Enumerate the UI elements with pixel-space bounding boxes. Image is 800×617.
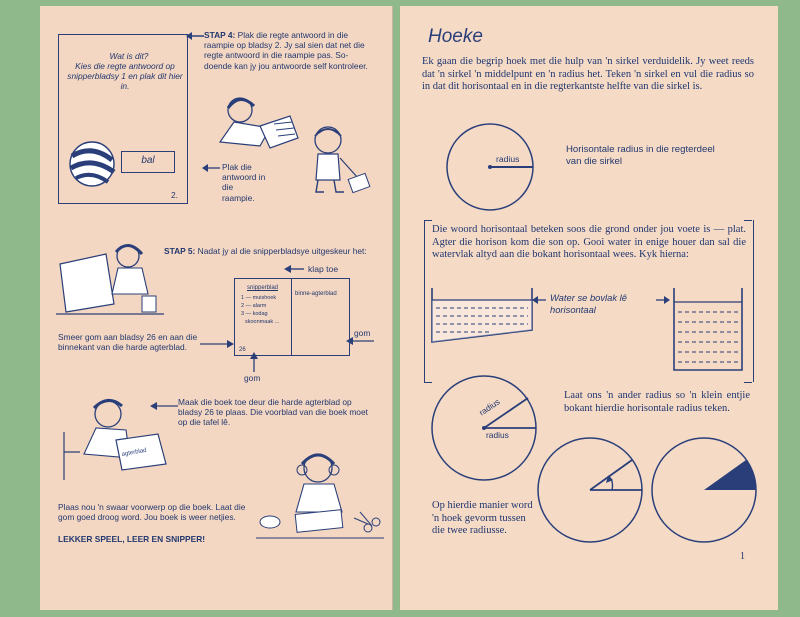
list-item-2: 2 — alarm bbox=[241, 303, 267, 309]
arrow-close-text bbox=[150, 402, 180, 412]
frame-number: 2. bbox=[171, 190, 178, 200]
upright-container bbox=[670, 286, 746, 376]
circle2-label-bottom: radius bbox=[486, 430, 509, 440]
girl-cutting-illustration bbox=[256, 446, 386, 546]
horizontal-text: Die woord horisontaal beteken soos die grond onder jou voete is — plat. Agter die horison kom die son op. Gooi water in enige houer dan sal die watervlak altyd aan die bokant horisontaal wees. Kyk hierna: bbox=[432, 224, 746, 261]
answer-label-box bbox=[121, 151, 175, 173]
list-item-3: 3 — kodag bbox=[241, 311, 268, 317]
glue-label-bottom: gom bbox=[244, 373, 261, 383]
tilted-container bbox=[430, 286, 536, 350]
right-page-label: binne-agterblad bbox=[295, 291, 337, 297]
intro-text: Ek gaan die begrip hoek met die hulp van 'n sirkel verduidelik. Jy weet reeds dat 'n sirkel 'n middelpunt en 'n radius het. Teken 'n sirkel en vul die radius so in dat dit horisontaal en in die regterkantste helfte van die sirkel is. bbox=[422, 56, 754, 93]
circle2-label-top: radius bbox=[477, 396, 502, 418]
step4-body: Plak die regte antwoord in die raampie op bladsy 2. Jy sal sien dat net die regte antwoord in die raampie pas. So-doende kan jy jou antwoorde self kontroleer. bbox=[204, 30, 368, 71]
glue-text: Smeer gom aan bladsy 26 en aan die binnekant van die harde agterblad. bbox=[58, 332, 198, 353]
frame-question: Wat is dit? bbox=[109, 51, 149, 61]
list-item-4: skoonmaak ... bbox=[245, 319, 280, 325]
child-book-label: agterblad bbox=[121, 447, 147, 458]
radius-text: Laat ons 'n ander radius so 'n klein entjie bokant hierdie horisontale radius teken. bbox=[564, 390, 750, 414]
slogan: LEKKER SPEEL, LEER EN SNIPPER! bbox=[58, 534, 206, 544]
step4-text bbox=[204, 30, 376, 71]
step5-label: STAP 5: bbox=[164, 246, 196, 256]
circle1-caption: Horisontale radius in die regterdeel van die sirkel bbox=[566, 144, 715, 167]
glue-label-right: gom bbox=[354, 328, 371, 338]
step5-body: Nadat jy al die snipperbladsye uitgeskeur het: bbox=[197, 246, 367, 256]
left-page-label: snipperblad bbox=[247, 285, 279, 291]
circle-angle-arc bbox=[534, 436, 654, 548]
ball-illustration bbox=[68, 140, 118, 190]
water-arrow-right bbox=[656, 296, 670, 306]
arrow-glue-text bbox=[198, 340, 234, 350]
circle-angle-sector bbox=[648, 436, 768, 548]
fold-arrow bbox=[284, 265, 306, 275]
fold-label: klap toe bbox=[308, 264, 339, 274]
water-arrow-left bbox=[532, 296, 546, 306]
frame-instruction: Kies die regte antwoord op snipperbladsy 1 en plak dit hier in. bbox=[67, 61, 183, 92]
water-caption: Water se bovlak lê horisontaal bbox=[550, 292, 627, 315]
close-text: Maak die boek toe deur die harde agterblad op bladsy 26 te plaas. Die voorblad van die boek moet op die tafel lê. bbox=[178, 397, 368, 428]
diagram-page-number: 26 bbox=[239, 347, 246, 353]
circle-horizontal-radius bbox=[430, 124, 550, 224]
book-spine bbox=[291, 279, 292, 355]
circle1-label: radius bbox=[496, 154, 520, 164]
arrow-caption bbox=[202, 164, 222, 174]
step4-label: STAP 4: bbox=[204, 30, 236, 40]
arrow-step4 bbox=[186, 32, 206, 42]
page-number: 1 bbox=[740, 551, 745, 562]
angle-text: Op hierdie manier word 'n hoek gevorm tussen die twee radiusse. bbox=[432, 500, 533, 537]
step5-text bbox=[164, 246, 378, 256]
answer-label: bal bbox=[141, 155, 155, 166]
open-book-diagram bbox=[234, 278, 350, 356]
list-item-1: 1 — muishoek bbox=[241, 295, 277, 301]
page-title: Hoeke bbox=[428, 26, 483, 47]
right-page bbox=[400, 6, 778, 610]
step4-caption: Plak die antwoord in die raampie. bbox=[222, 162, 266, 203]
glue-arrow-bottom bbox=[248, 352, 260, 374]
weight-text: Plaas nou 'n swaar voorwerp op die boek. Laat die gom goed droog word. Jou boek is weer netjies. bbox=[58, 502, 246, 523]
girl-tearing-pages-illustration bbox=[56, 234, 166, 319]
left-page bbox=[40, 6, 393, 610]
